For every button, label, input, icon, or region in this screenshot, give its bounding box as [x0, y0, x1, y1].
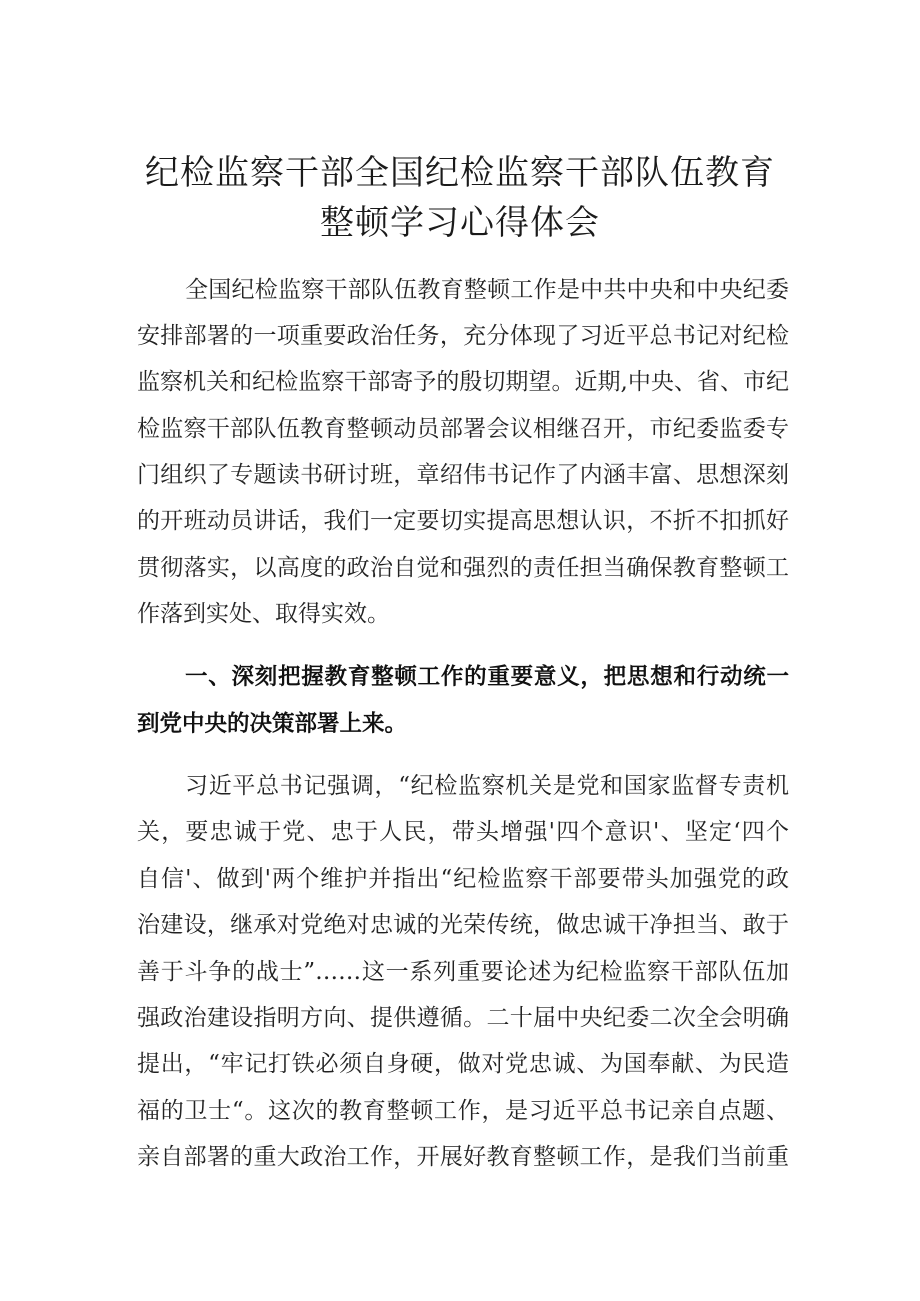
- paragraph-2-line: 关，要忠诚于党、忠于人民，带头增强'四个意识'、坚定‘四个: [137, 819, 789, 845]
- section-heading-line: 一、深刻把握教育整顿工作的重要意义，把思想和行动统一: [185, 664, 789, 690]
- document-title-line-1: 纪检监察干部全国纪检监察干部队伍教育: [145, 153, 775, 193]
- paragraph-2-line: 提出，“牢记打铁必须自身硬，做对党忠诚、为国奉献、为民造: [137, 1051, 789, 1077]
- paragraph-1-line: 的开班动员讲话，我们一定要切实提高思想认识，不折不扣抓好: [137, 508, 789, 534]
- paragraph-1-line: 贯彻落实，以高度的政治自觉和强烈的责任担当确保教育整顿工: [137, 555, 789, 581]
- section-heading-line: 到党中央的决策部署上来。: [137, 711, 408, 737]
- paragraph-2-line: 强政治建设指明方向、提供遵循。二十届中央纪委二次全会明确: [137, 1005, 789, 1031]
- paragraph-1-line: 安排部署的一项重要政治任务，充分体现了习近平总书记对纪检: [137, 323, 789, 349]
- paragraph-2-line: 治建设，继承对党绝对忠诚的光荣传统，做忠诚干净担当、敢于: [137, 912, 789, 938]
- paragraph-2-line: 自信'、做到'两个维护并指出“纪检监察干部要带头加强党的政: [137, 866, 789, 892]
- paragraph-2-line: 习近平总书记强调，“纪检监察机关是党和国家监督专责机: [185, 773, 789, 799]
- paragraph-2-line: 福的卫士“。这次的教育整顿工作，是习近平总书记亲自点题、: [137, 1098, 789, 1124]
- paragraph-1-line: 检监察干部队伍教育整顿动员部署会议相继召开，市纪委监委专: [137, 416, 789, 442]
- paragraph-2-line: 亲自部署的重大政治工作，开展好教育整顿工作，是我们当前重: [137, 1144, 789, 1170]
- paragraph-1-line: 监察机关和纪检监察干部寄予的殷切期望。近期,中央、省、市纪: [137, 369, 789, 395]
- paragraph-1-line: 作落到实处、取得实效。: [137, 601, 390, 627]
- paragraph-1-line: 门组织了专题读书研讨班，章绍伟书记作了内涵丰富、思想深刻: [137, 462, 789, 488]
- document-title-line-2: 整顿学习心得体会: [320, 203, 600, 243]
- paragraph-2-line: 善于斗争的战士”……这一系列重要论述为纪检监察干部队伍加: [137, 959, 789, 985]
- paragraph-1-line: 全国纪检监察干部队伍教育整顿工作是中共中央和中央纪委: [185, 277, 789, 303]
